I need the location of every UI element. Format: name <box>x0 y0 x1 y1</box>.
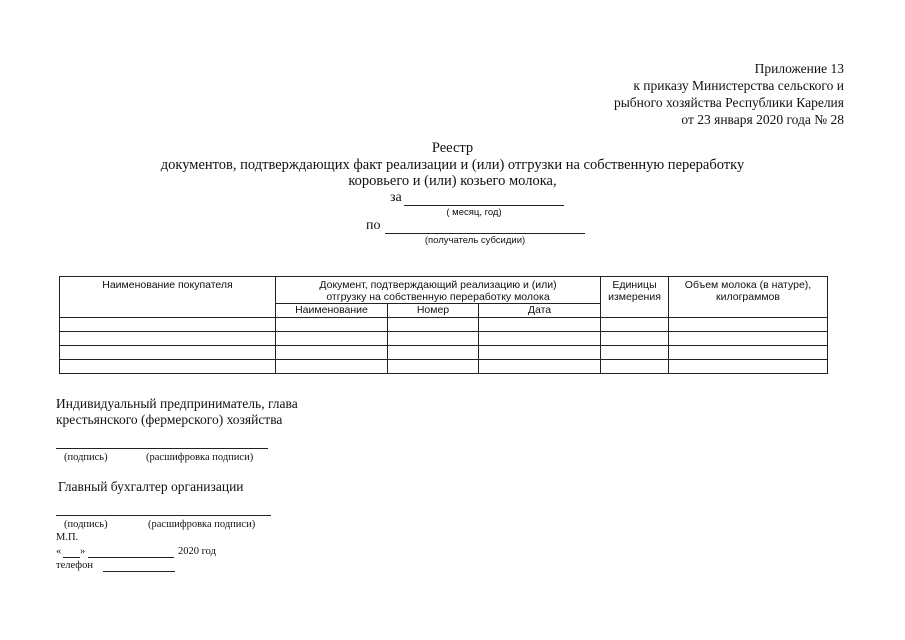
cell-doc-date[interactable] <box>479 360 601 374</box>
table-row <box>60 360 828 374</box>
date-day-line[interactable] <box>63 557 80 558</box>
period-label: за <box>390 190 402 205</box>
recipient-input-line[interactable] <box>385 233 585 234</box>
cell-buyer[interactable] <box>60 346 276 360</box>
cell-units[interactable] <box>601 318 669 332</box>
cell-volume[interactable] <box>669 318 828 332</box>
subheader-name: Наименование <box>276 304 388 318</box>
phone-label: телефон <box>56 560 93 571</box>
cell-units[interactable] <box>601 346 669 360</box>
entrepreneur-decode-caption: (расшифровка подписи) <box>146 452 254 463</box>
subheader-date: Дата <box>479 304 601 318</box>
cell-buyer[interactable] <box>60 332 276 346</box>
table-row <box>60 318 828 332</box>
cell-doc-date[interactable] <box>479 318 601 332</box>
cell-doc-name[interactable] <box>276 346 388 360</box>
table-row <box>60 346 828 360</box>
cell-doc-number[interactable] <box>388 318 479 332</box>
cell-doc-name[interactable] <box>276 332 388 346</box>
table-row <box>60 332 828 346</box>
cell-doc-number[interactable] <box>388 346 479 360</box>
header-units: Единицы измерения <box>601 277 669 318</box>
period-caption: ( месяц, год) <box>446 207 502 218</box>
cell-doc-number[interactable] <box>388 360 479 374</box>
cell-units[interactable] <box>601 360 669 374</box>
cell-buyer[interactable] <box>60 318 276 332</box>
cell-volume[interactable] <box>669 346 828 360</box>
table-header-row <box>60 277 828 304</box>
entrepreneur-sign-caption: (подпись) <box>64 452 108 463</box>
cell-doc-name[interactable] <box>276 318 388 332</box>
accountant-decode-caption: (расшифровка подписи) <box>148 519 256 530</box>
date-year-label: 2020 год <box>178 546 216 557</box>
document-title: Реестр <box>431 140 474 156</box>
entrepreneur-title-line-2: крестьянского (фермерского) хозяйства <box>56 412 283 427</box>
subheader-number: Номер <box>388 304 479 318</box>
accountant-sign-caption: (подпись) <box>64 519 108 530</box>
date-month-line[interactable] <box>88 557 174 558</box>
date-open-quote: « <box>56 546 62 557</box>
date-close-quote: » <box>80 546 86 557</box>
phone-input-line[interactable] <box>103 571 175 572</box>
recipient-label: по <box>366 218 381 233</box>
cell-doc-date[interactable] <box>479 346 601 360</box>
register-table <box>59 276 828 374</box>
recipient-caption: (получатель субсидии) <box>424 235 526 246</box>
document-subtitle-line-1: документов, подтверждающих факт реализации и (или) отгрузки на собственную переработку <box>160 157 745 173</box>
accountant-title: Главный бухгалтер организации <box>58 479 244 494</box>
header-volume: Объем молока (в натуре), килограммов <box>669 277 828 318</box>
appendix-line-2: к приказу Министерства сельского и <box>633 78 844 93</box>
entrepreneur-signature-line[interactable] <box>56 448 268 449</box>
cell-units[interactable] <box>601 332 669 346</box>
cell-doc-date[interactable] <box>479 332 601 346</box>
entrepreneur-title-line-1: Индивидуальный предприниматель, глава <box>56 396 298 411</box>
header-document: Документ, подтверждающий реализацию и (или) отгрузку на собственную переработку молока <box>276 277 601 304</box>
stamp-mark: М.П. <box>56 532 79 543</box>
cell-doc-number[interactable] <box>388 332 479 346</box>
cell-buyer[interactable] <box>60 360 276 374</box>
accountant-signature-line[interactable] <box>56 515 271 516</box>
cell-volume[interactable] <box>669 332 828 346</box>
document-subtitle-line-2: коровьего и (или) козьего молока, <box>348 173 557 189</box>
period-input-line[interactable] <box>404 205 564 206</box>
cell-doc-name[interactable] <box>276 360 388 374</box>
appendix-line-3: рыбного хозяйства Республики Карелия <box>613 95 844 110</box>
header-buyer: Наименование покупателя <box>60 277 276 318</box>
appendix-block <box>614 60 844 128</box>
cell-volume[interactable] <box>669 360 828 374</box>
appendix-line-4: от 23 января 2020 года № 28 <box>681 112 844 127</box>
appendix-line-1: Приложение 13 <box>754 61 844 76</box>
